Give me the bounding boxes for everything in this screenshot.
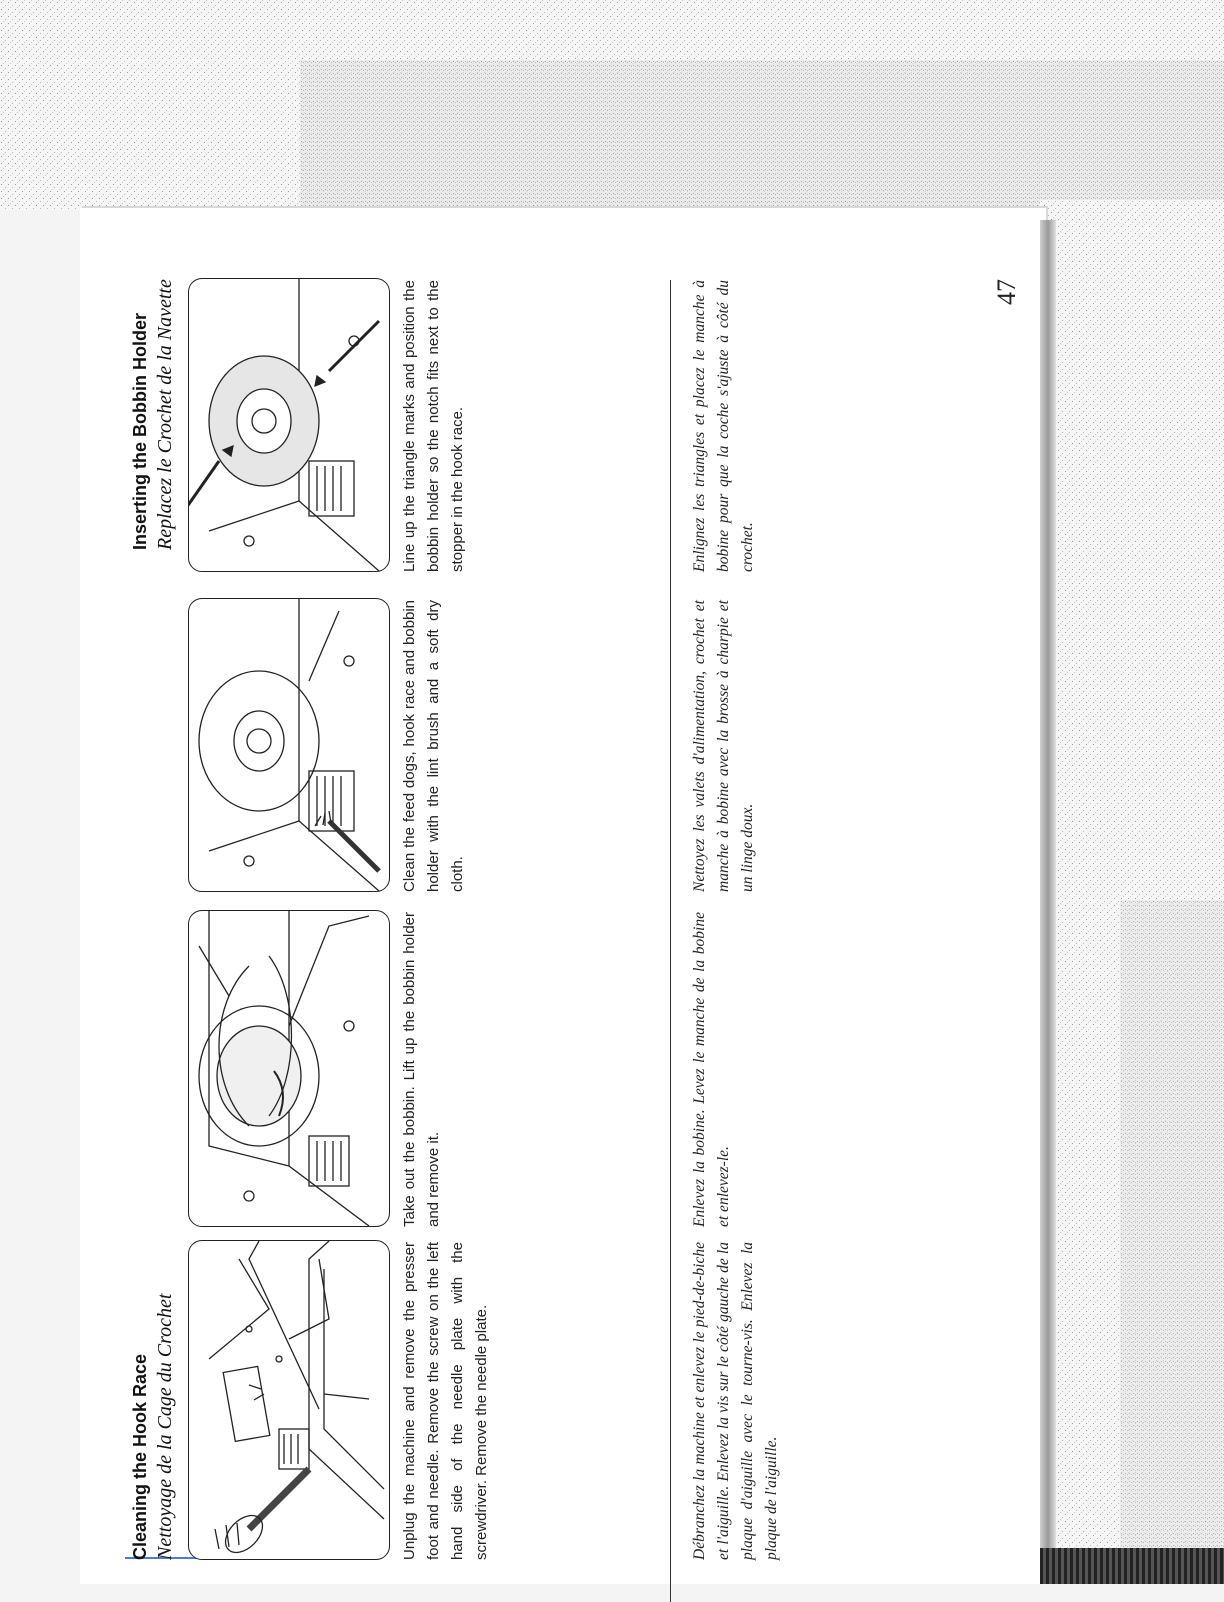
figure-clean-with-lint-brush <box>188 598 390 892</box>
rotated-page-content <box>80 220 1040 1560</box>
section-title-en-inserting: Inserting the Bobbin Holder <box>130 313 150 550</box>
step-2-text-en: Take out the bobbin. Lift up the bobbin holder and remove it. <box>401 912 442 1227</box>
step-3-text-en: Clean the feed dogs, hook race and bobbin holder with the lint brush and a soft dry cloth. <box>401 600 466 892</box>
section-title-en-cleaning: Cleaning the Hook Race <box>130 1353 150 1560</box>
step-1-text-fr: Débranchez la machine et enlevez le pied-de-biche et l'aiguille. Enlevez la vis sur le côté gauche de la plaque d'aiguille avec le tourne-vis. Enlevez la plaque de l'aiguille. <box>691 1242 780 1560</box>
section-title-fr-inserting: Replacez le Crochet de la Navette <box>154 279 176 550</box>
figure-align-triangle-marks <box>188 278 390 572</box>
step-4-text-fr: Enlignez les triangles et placez le manche à bobine pour que la coche s'ajuste à côté du crochet. <box>691 280 756 572</box>
scan-edge-strip <box>1040 1548 1224 1584</box>
lifting-bobbin-holder-illustration <box>189 911 389 1226</box>
step-3-text-fr: Nettoyez les valets d'alimentation, crochet et manche à bobine avec la brosse à charpie et un linge doux. <box>691 600 756 892</box>
figure-lift-bobbin-holder <box>188 910 390 1227</box>
page-edge-shadow <box>1040 220 1056 1584</box>
figure-remove-needle-plate <box>188 1240 390 1560</box>
bobbin-holder-triangle-marks-illustration <box>189 279 389 571</box>
section-divider-rule <box>670 280 671 1602</box>
lint-brush-cleaning-illustration <box>189 599 389 891</box>
step-2-text-fr: Enlevez la bobine. Levez le manche de la bobine et enlevez-le. <box>691 912 732 1227</box>
page-number: 47 <box>992 279 1021 305</box>
step-1-text-en: Unplug the machine and remove the presser foot and needle. Remove the screw on the left hand side of the needle plate with the screwdriver. Remove the needle plate. <box>401 1242 490 1560</box>
screwdriver-removing-needle-plate-illustration <box>189 1241 389 1559</box>
section-title-fr-cleaning: Nettoyage de la Cage du Crochet <box>154 1293 176 1560</box>
step-4-text-en: Line up the triangle marks and position the bobbin holder so the notch fits next to the stopper in the hook race. <box>401 280 466 572</box>
